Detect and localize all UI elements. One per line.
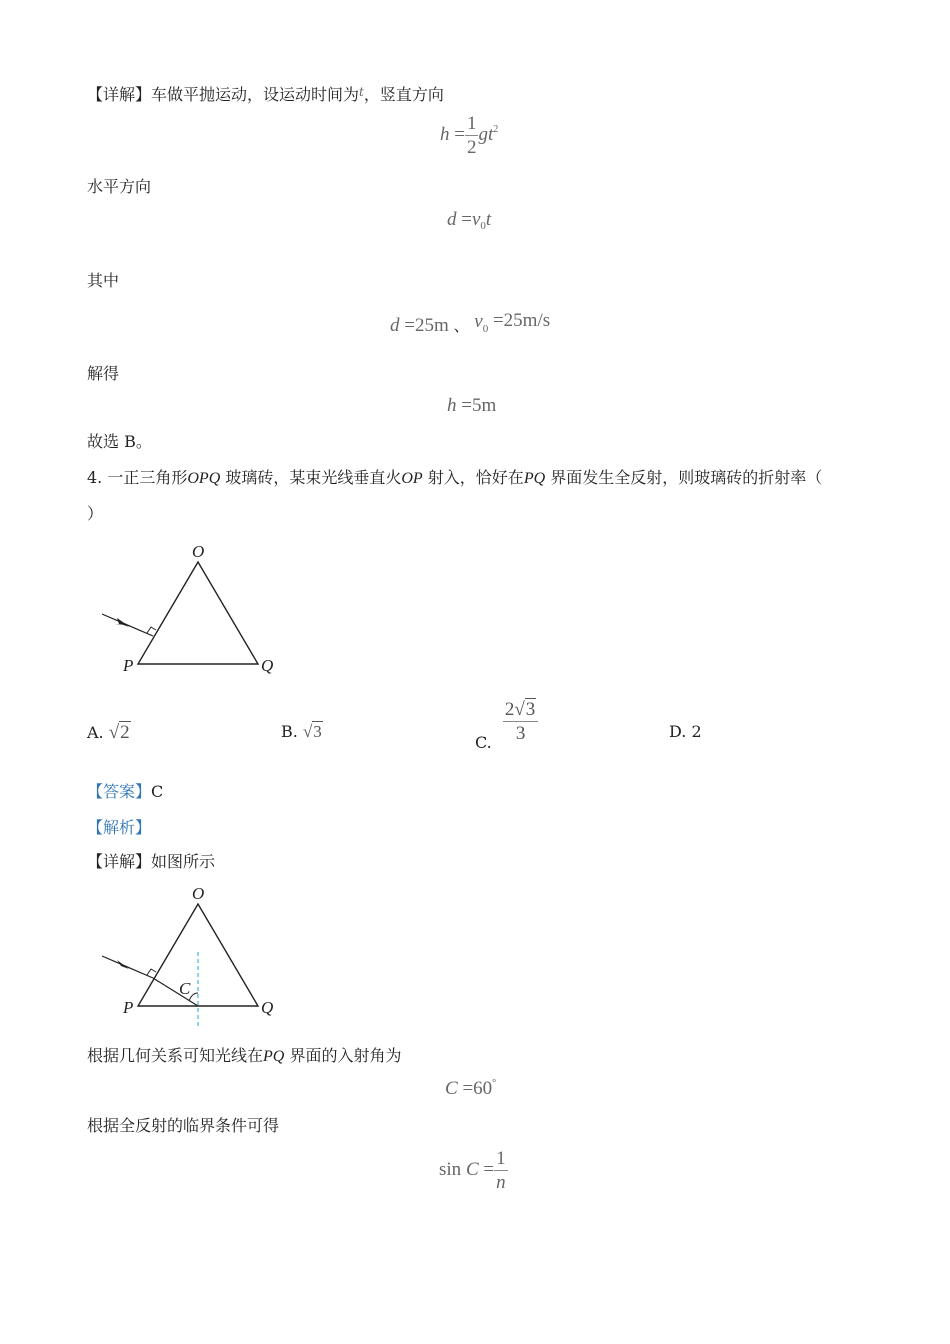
equation-result: h =5m	[447, 395, 497, 416]
detail-bracket: 【详解】	[87, 85, 152, 104]
intro-line: 【详解】车做平抛运动，设运动时间为$^t$，竖直方向	[87, 85, 444, 104]
equation-critical: sin C = $\frac{1}{n}$	[439, 1148, 506, 1193]
refracted-ray	[153, 978, 198, 1006]
incident-ray-2	[102, 956, 153, 978]
label-O-2: O	[192, 884, 205, 903]
label-C: C	[179, 979, 191, 998]
label-solve: 解得	[87, 364, 120, 383]
incident-ray	[102, 614, 153, 636]
answer-line: 【答案】C	[87, 782, 164, 801]
label-Q-2: Q	[261, 998, 274, 1017]
equation-angle: C =60°	[445, 1078, 497, 1099]
label-Q: Q	[261, 656, 274, 675]
detail-line: 【详解】如图所示	[87, 852, 216, 871]
label-P-2: P	[123, 998, 134, 1017]
equation-distance: $d =v_0t$	[447, 209, 492, 232]
angle-arc	[189, 993, 198, 1001]
option-a[interactable]: A. √2	[87, 722, 130, 743]
option-c[interactable]: C. $\frac{2√3}{3}$	[475, 700, 538, 743]
triangle-figure	[95, 538, 295, 683]
analysis-label: 【解析】	[87, 818, 152, 837]
right-angle-mark	[147, 627, 156, 633]
label-where: 其中	[87, 271, 120, 290]
equation-given: d =25m 、 v0 =25m/s	[390, 310, 551, 336]
conclusion: 故选 B。	[87, 432, 152, 451]
answer-value: C	[151, 782, 164, 801]
label-horizontal: 水平方向	[87, 177, 152, 196]
question-4: 4. 一正三角形OPQ 玻璃砖，某束光线垂直火OP 射入，恰好在PQ 界面发生全反射，则玻璃砖的折射率（	[87, 468, 823, 487]
label-O: O	[192, 542, 205, 561]
label-P: P	[123, 656, 134, 675]
right-angle-mark-2	[147, 969, 156, 975]
geometry-line: 根据几何关系可知光线在PQ 界面的入射角为	[87, 1046, 402, 1065]
triangle-figure-solution	[95, 880, 295, 1035]
equation-height: h = $\frac{1}{2}$ $gt^2$	[440, 113, 499, 158]
option-d[interactable]: D. 2	[669, 722, 702, 741]
triangle-opq	[138, 562, 258, 664]
option-b[interactable]: B. √3	[281, 722, 322, 741]
critical-line: 根据全反射的临界条件可得	[87, 1116, 280, 1135]
question-4-close: ）	[87, 504, 104, 523]
